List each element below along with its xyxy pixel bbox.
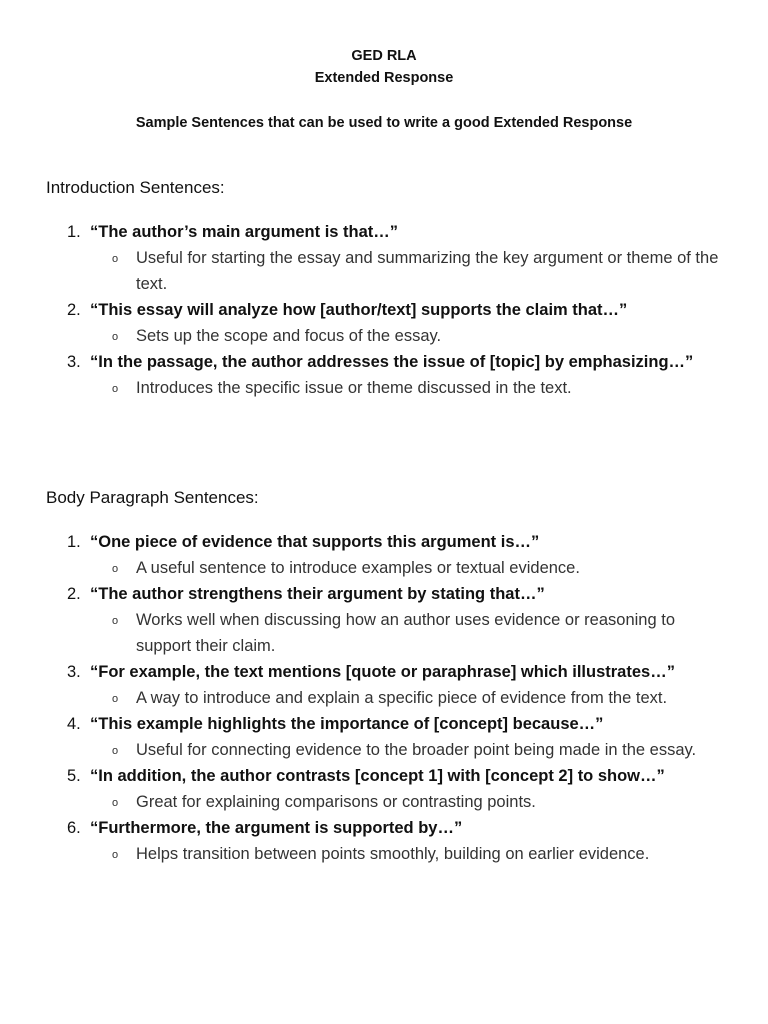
circle-bullet-icon: o: [112, 797, 119, 809]
item-number: 5.: [67, 767, 81, 785]
item-description: [90, 607, 726, 659]
description-text: Great for explaining comparisons or contrasting points.: [136, 793, 536, 811]
body-heading: Body Paragraph Sentences:: [46, 488, 259, 507]
item-number: 6.: [67, 819, 81, 837]
list-item: [0, 529, 768, 581]
circle-bullet-icon: o: [112, 331, 119, 343]
circle-bullet-icon: o: [112, 745, 119, 757]
document-title: GED RLA: [351, 48, 417, 64]
item-quote: “The author’s main argument is that…”: [90, 223, 399, 241]
description-text: Useful for connecting evidence to the broader point being made in the essay.: [136, 741, 697, 759]
description-text: A useful sentence to introduce examples or textual evidence.: [136, 559, 580, 577]
circle-bullet-icon: o: [112, 563, 119, 575]
circle-bullet-icon: o: [112, 693, 119, 705]
circle-bullet-icon: o: [112, 615, 119, 627]
item-number: 4.: [67, 715, 81, 733]
document-subtitle: Extended Response: [314, 70, 454, 86]
intro-heading: Introduction Sentences:: [46, 178, 225, 197]
item-number: 3.: [67, 353, 81, 371]
description-text: A way to introduce and explain a specific piece of evidence from the text.: [136, 689, 668, 707]
item-quote: “Furthermore, the argument is supported by…”: [90, 819, 463, 837]
list-item: [0, 659, 768, 711]
item-description: [90, 685, 726, 711]
item-quote: “This essay will analyze how [author/text] supports the claim that…”: [90, 301, 628, 319]
list-item: [0, 763, 768, 815]
item-description: [90, 789, 726, 815]
circle-bullet-icon: o: [112, 383, 119, 395]
intro-list: [0, 219, 768, 401]
item-number: 3.: [67, 663, 81, 681]
item-quote: “This example highlights the importance of [concept] because…”: [90, 715, 604, 733]
circle-bullet-icon: o: [112, 253, 119, 265]
item-description: [90, 323, 726, 349]
item-number: 1.: [67, 533, 81, 551]
item-quote: “In addition, the author contrasts [concept 1] with [concept 2] to show…”: [90, 767, 665, 785]
item-description: [90, 555, 726, 581]
item-number: 2.: [67, 585, 81, 603]
item-number: 2.: [67, 301, 81, 319]
item-quote: “In the passage, the author addresses the issue of [topic] by emphasizing…”: [90, 353, 694, 371]
list-item: [0, 297, 768, 349]
item-description: [90, 375, 726, 401]
item-description: [90, 841, 726, 867]
description-text: Helps transition between points smoothly, building on earlier evidence.: [136, 845, 650, 863]
list-item: [0, 581, 768, 659]
body-list: [0, 529, 768, 867]
document-tagline: Sample Sentences that can be used to write a good Extended Response: [135, 115, 633, 131]
list-item: [0, 219, 768, 297]
list-item: [0, 711, 768, 763]
item-number: 1.: [67, 223, 81, 241]
list-item: [0, 815, 768, 867]
item-description: [90, 245, 726, 297]
description-text: Useful for starting the essay and summarizing the key argument or theme of the text.: [136, 249, 719, 293]
description-text: Works well when discussing how an author uses evidence or reasoning to support their claim.: [136, 611, 675, 655]
circle-bullet-icon: o: [112, 849, 119, 861]
item-quote: “For example, the text mentions [quote or paraphrase] which illustrates…”: [90, 663, 675, 681]
list-item: [0, 349, 768, 401]
item-quote: “One piece of evidence that supports this argument is…”: [90, 533, 540, 551]
item-description: [90, 737, 726, 763]
item-quote: “The author strengthens their argument by stating that…”: [90, 585, 545, 603]
description-text: Sets up the scope and focus of the essay.: [136, 327, 442, 345]
description-text: Introduces the specific issue or theme discussed in the text.: [136, 379, 572, 397]
